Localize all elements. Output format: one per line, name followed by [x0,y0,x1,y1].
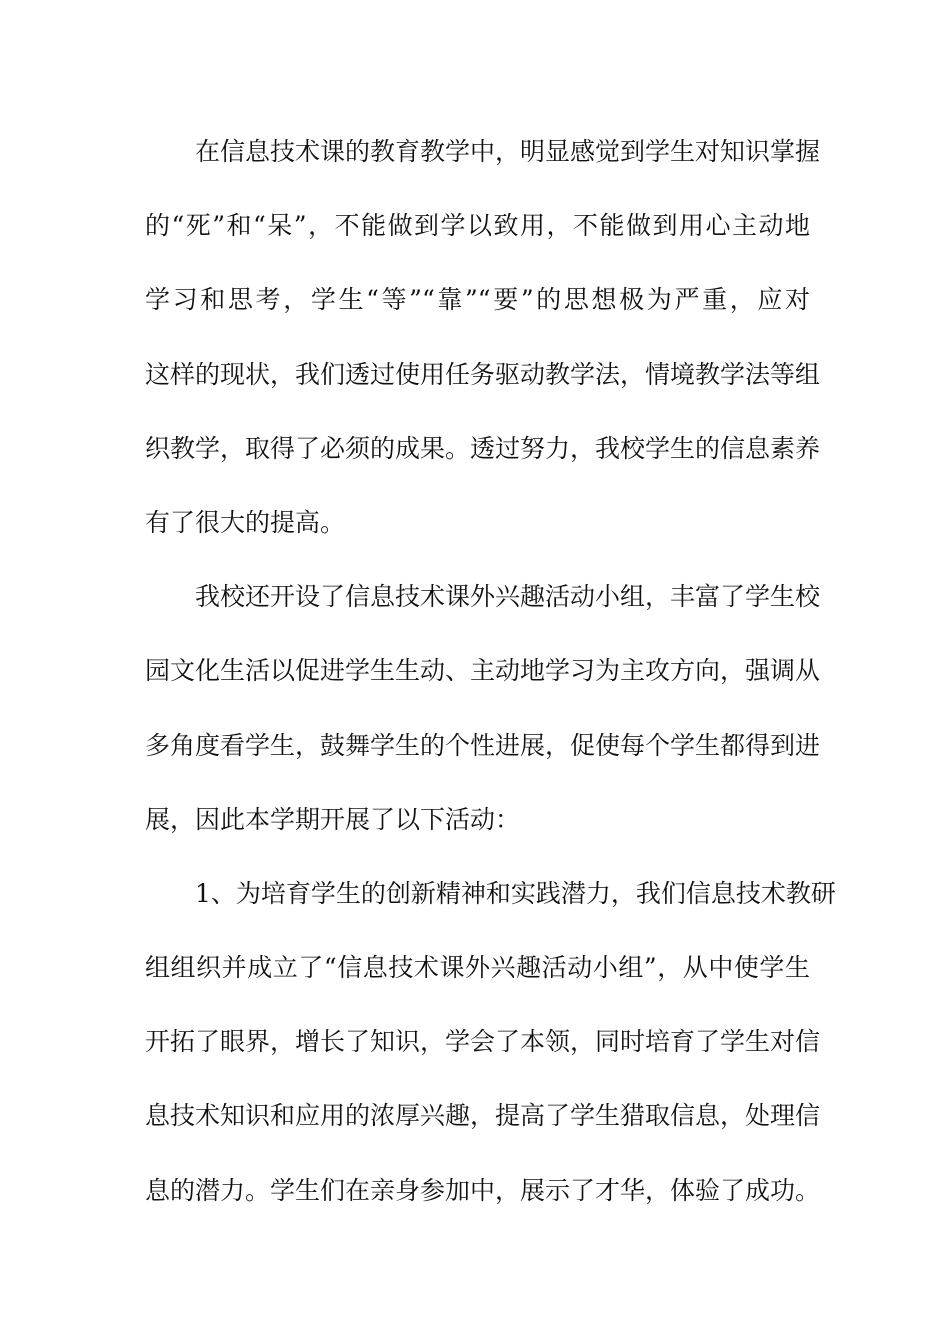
paragraph-line: 组组织并成立了“信息技术课外兴趣活动小组”，从中使学生 [145,953,810,983]
paragraph-2 [145,572,821,869]
paragraph-line: 息的潜力。学生们在亲身参加中，展示了才华，体验了成功。 [145,1175,821,1205]
paragraph-line: 展，因此本学期开展了以下活动： [145,804,521,834]
paragraph-line: 织教学，取得了必须的成果。透过努力，我校学生的信息素养 [145,433,821,463]
paragraph-line: 学习和思考，学生“等”“靠”“要”的思想极为严重，应对 [145,285,810,315]
document-body [145,127,836,1240]
paragraph-line: 在信息技术课的教育教学中，明显感觉到学生对知识掌握 [195,137,821,166]
paragraph-line: 我校还开设了信息技术课外兴趣活动小组，丰富了学生校 [195,582,821,612]
paragraph-line: 园文化生活以促进学生生动、主动地学习为主攻方向，强调从 [145,656,821,686]
paragraph-3 [145,869,836,1240]
paragraph-line: 开拓了眼界，增长了知识，学会了本领，同时培育了学生对信 [145,1027,821,1057]
paragraph-1 [145,127,821,572]
paragraph-line: 息技术知识和应用的浓厚兴趣，提高了学生猎取信息，处理信 [145,1101,821,1131]
paragraph-line: 的“死”和“呆”，不能做到学以致用，不能做到用心主动地 [145,211,810,241]
paragraph-line: 1、为培育学生的创新精神和实践潜力，我们信息技术教研 [195,878,836,908]
paragraph-line: 多角度看学生，鼓舞学生的个性进展，促使每个学生都得到进 [145,730,821,760]
paragraph-line: 有了很大的提高。 [145,507,346,537]
paragraph-line: 这样的现状，我们透过使用任务驱动教学法，情境教学法等组 [145,359,821,389]
